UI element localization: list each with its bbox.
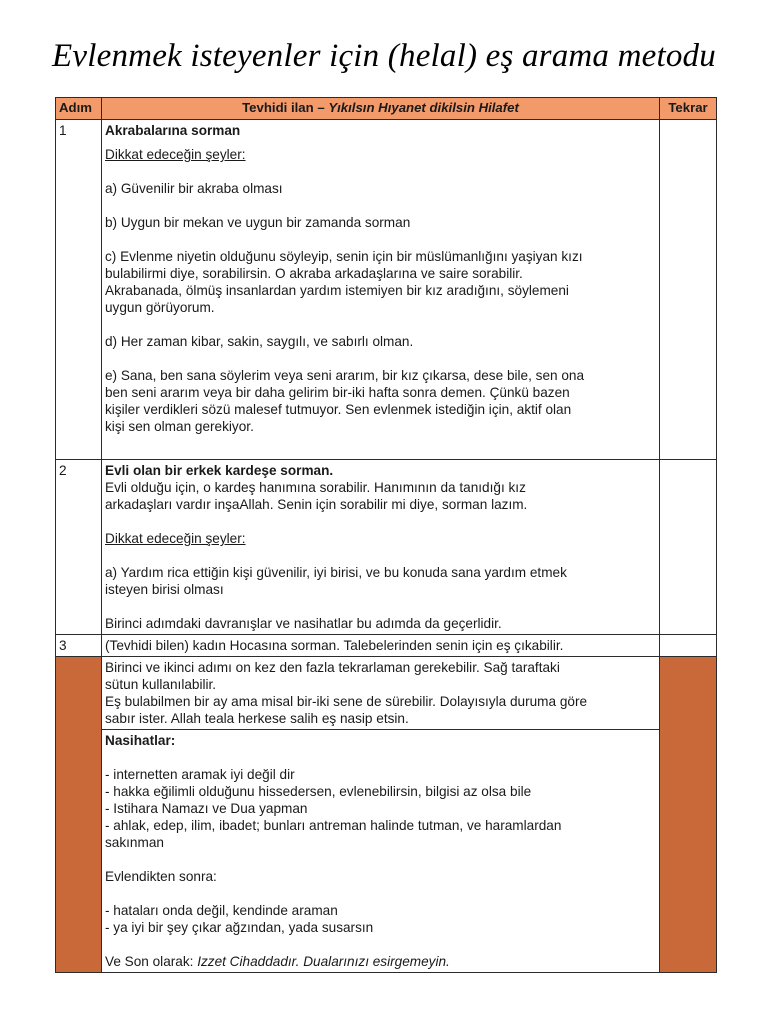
row4-line1: Birinci ve ikinci adımı on kez den fazla tekrarlaman gerekebilir. Sağ taraftaki bbox=[105, 660, 560, 675]
row1-item-e-line1: e) Sana, ben sana söylerim veya seni ararım, bir kız çıkarsa, dese bile, sen ona bbox=[105, 368, 585, 383]
row1-item-e-line2: ben seni ararım veya bir daha gelirim bir-iki hafta sonra demen. Çünkü bazen bbox=[105, 385, 570, 400]
row5-bullet1: - internetten aramak iyi değil dir bbox=[105, 767, 295, 782]
row5-bullet4-line1: - ahlak, edep, ilim, ibadet; bunları antreman halinde tutman, ve haramlardan bbox=[105, 818, 562, 833]
row5-bullet6: - ya iyi bir şey çıkar ağzından, yada susarsın bbox=[105, 920, 374, 935]
row2-text-line1: Evli olduğu için, o kardeş hanımına sorabilir. Hanımının da tanıdığı kız bbox=[105, 480, 526, 495]
method-table bbox=[55, 97, 717, 973]
row5-bullet5: - hataları onda değil, kendinde araman bbox=[105, 903, 338, 918]
table-row-5 bbox=[56, 730, 717, 973]
row2-text-line2: arkadaşları vardır inşaAllah. Senin için sorabilir mi diye, sorman lazım. bbox=[105, 497, 528, 512]
row1-heading: Akrabalarına sorman bbox=[105, 123, 241, 138]
row5-after-label: Evlendikten sonra: bbox=[105, 869, 217, 884]
row1-item-c-line1: c) Evlenme niyetin olduğunu söyleyip, senin için bir müslümanlığını yaşiyan kızı bbox=[105, 249, 583, 264]
row5-bullet2: - hakka eğilimli olduğunu hissedersen, evlenebilirsin, bilgisi az olsa bile bbox=[105, 784, 532, 799]
header-main-plain: Tevhidi ilan – bbox=[242, 100, 329, 115]
row1-item-b: b) Uygun bir mekan ve uygun bir zamanda sorman bbox=[105, 215, 411, 230]
row4-line4: sabır ister. Allah teala herkese salih eş nasip etsin. bbox=[105, 711, 409, 726]
table-row-3 bbox=[56, 635, 717, 657]
row5-bullet4-line2: sakınman bbox=[105, 835, 164, 850]
row1-item-c-line4: uygun görüyorum. bbox=[105, 300, 215, 315]
row4-left-fill bbox=[56, 657, 102, 973]
row4-line3: Eş bulabilmen bir ay ama misal bir-iki sene de sürebilir. Dolayısıyla duruma göre bbox=[105, 694, 588, 709]
row2-repeat-cell bbox=[660, 460, 717, 635]
table-header-row bbox=[56, 98, 717, 120]
row1-item-c-line3: Akrabanada, ölmüş insanlardan yardım istemiyen bir kız aradığını, söylemeni bbox=[105, 283, 569, 298]
row2-note-label: Dikkat edeceğin şeyler: bbox=[105, 531, 246, 546]
row5-final-plain: Ve Son olarak: bbox=[105, 954, 198, 969]
table-row-4 bbox=[56, 657, 717, 730]
row4-line2: sütun kullanılabilir. bbox=[105, 677, 217, 692]
row2-item-a-line1: a) Yardım rica ettiğin kişi güvenilir, iyi birisi, ve bu konuda sana yardım etmek bbox=[105, 565, 567, 580]
row1-number: 1 bbox=[56, 120, 102, 460]
row5-content bbox=[102, 730, 660, 973]
row5-heading: Nasihatlar: bbox=[105, 733, 176, 748]
row1-repeat-cell bbox=[660, 120, 717, 460]
row3-content: (Tevhidi bilen) kadın Hocasına sorman. Talebelerinden senin için eş çıkabilir. bbox=[102, 635, 660, 657]
header-step: Adım bbox=[56, 98, 102, 120]
row5-final-italic: Izzet Cihaddadır. Dualarınızı esirgemeyin. bbox=[197, 954, 450, 969]
header-main-italic: Yıkılsın Hıyanet dikilsin Hilafet bbox=[328, 100, 519, 115]
row1-note-label: Dikkat edeceğin şeyler: bbox=[105, 147, 246, 162]
row3-number: 3 bbox=[56, 635, 102, 657]
row1-item-c-line2: bulabilirmi diye, sorabilirsin. O akraba arkadaşlarına ve saire sorabilir. bbox=[105, 266, 523, 281]
row2-heading: Evli olan bir erkek kardeşe sorman. bbox=[105, 463, 334, 478]
header-repeat: Tekrar bbox=[660, 98, 717, 120]
row2-number: 2 bbox=[56, 460, 102, 635]
row5-bullet3: - Istihara Namazı ve Dua yapman bbox=[105, 801, 308, 816]
header-main bbox=[102, 98, 660, 120]
row3-repeat-cell bbox=[660, 635, 717, 657]
row4-right-fill bbox=[660, 657, 717, 973]
row2-item-a-line2: isteyen birisi olması bbox=[105, 582, 224, 597]
row2-content bbox=[102, 460, 660, 635]
row2-last: Birinci adımdaki davranışlar ve nasihatlar bu adımda da geçerlidir. bbox=[105, 616, 502, 631]
row5-final bbox=[105, 953, 656, 970]
table-row-2 bbox=[56, 460, 717, 635]
table-row-1 bbox=[56, 120, 717, 460]
document-title: Evlenmek isteyenler için (helal) eş arama metodu bbox=[52, 38, 716, 74]
row1-item-a: a) Güvenilir bir akraba olması bbox=[105, 181, 283, 196]
row4-content bbox=[102, 657, 660, 730]
row1-item-e-line3: kişiler verdikleri sözü malesef tutmuyor. Sen evlenmek istediğin için, aktif olan bbox=[105, 402, 572, 417]
row1-item-e-line4: kişi sen olman gerekiyor. bbox=[105, 419, 254, 434]
row1-item-d: d) Her zaman kibar, sakin, saygılı, ve sabırlı olman. bbox=[105, 334, 414, 349]
row1-content bbox=[102, 120, 660, 460]
